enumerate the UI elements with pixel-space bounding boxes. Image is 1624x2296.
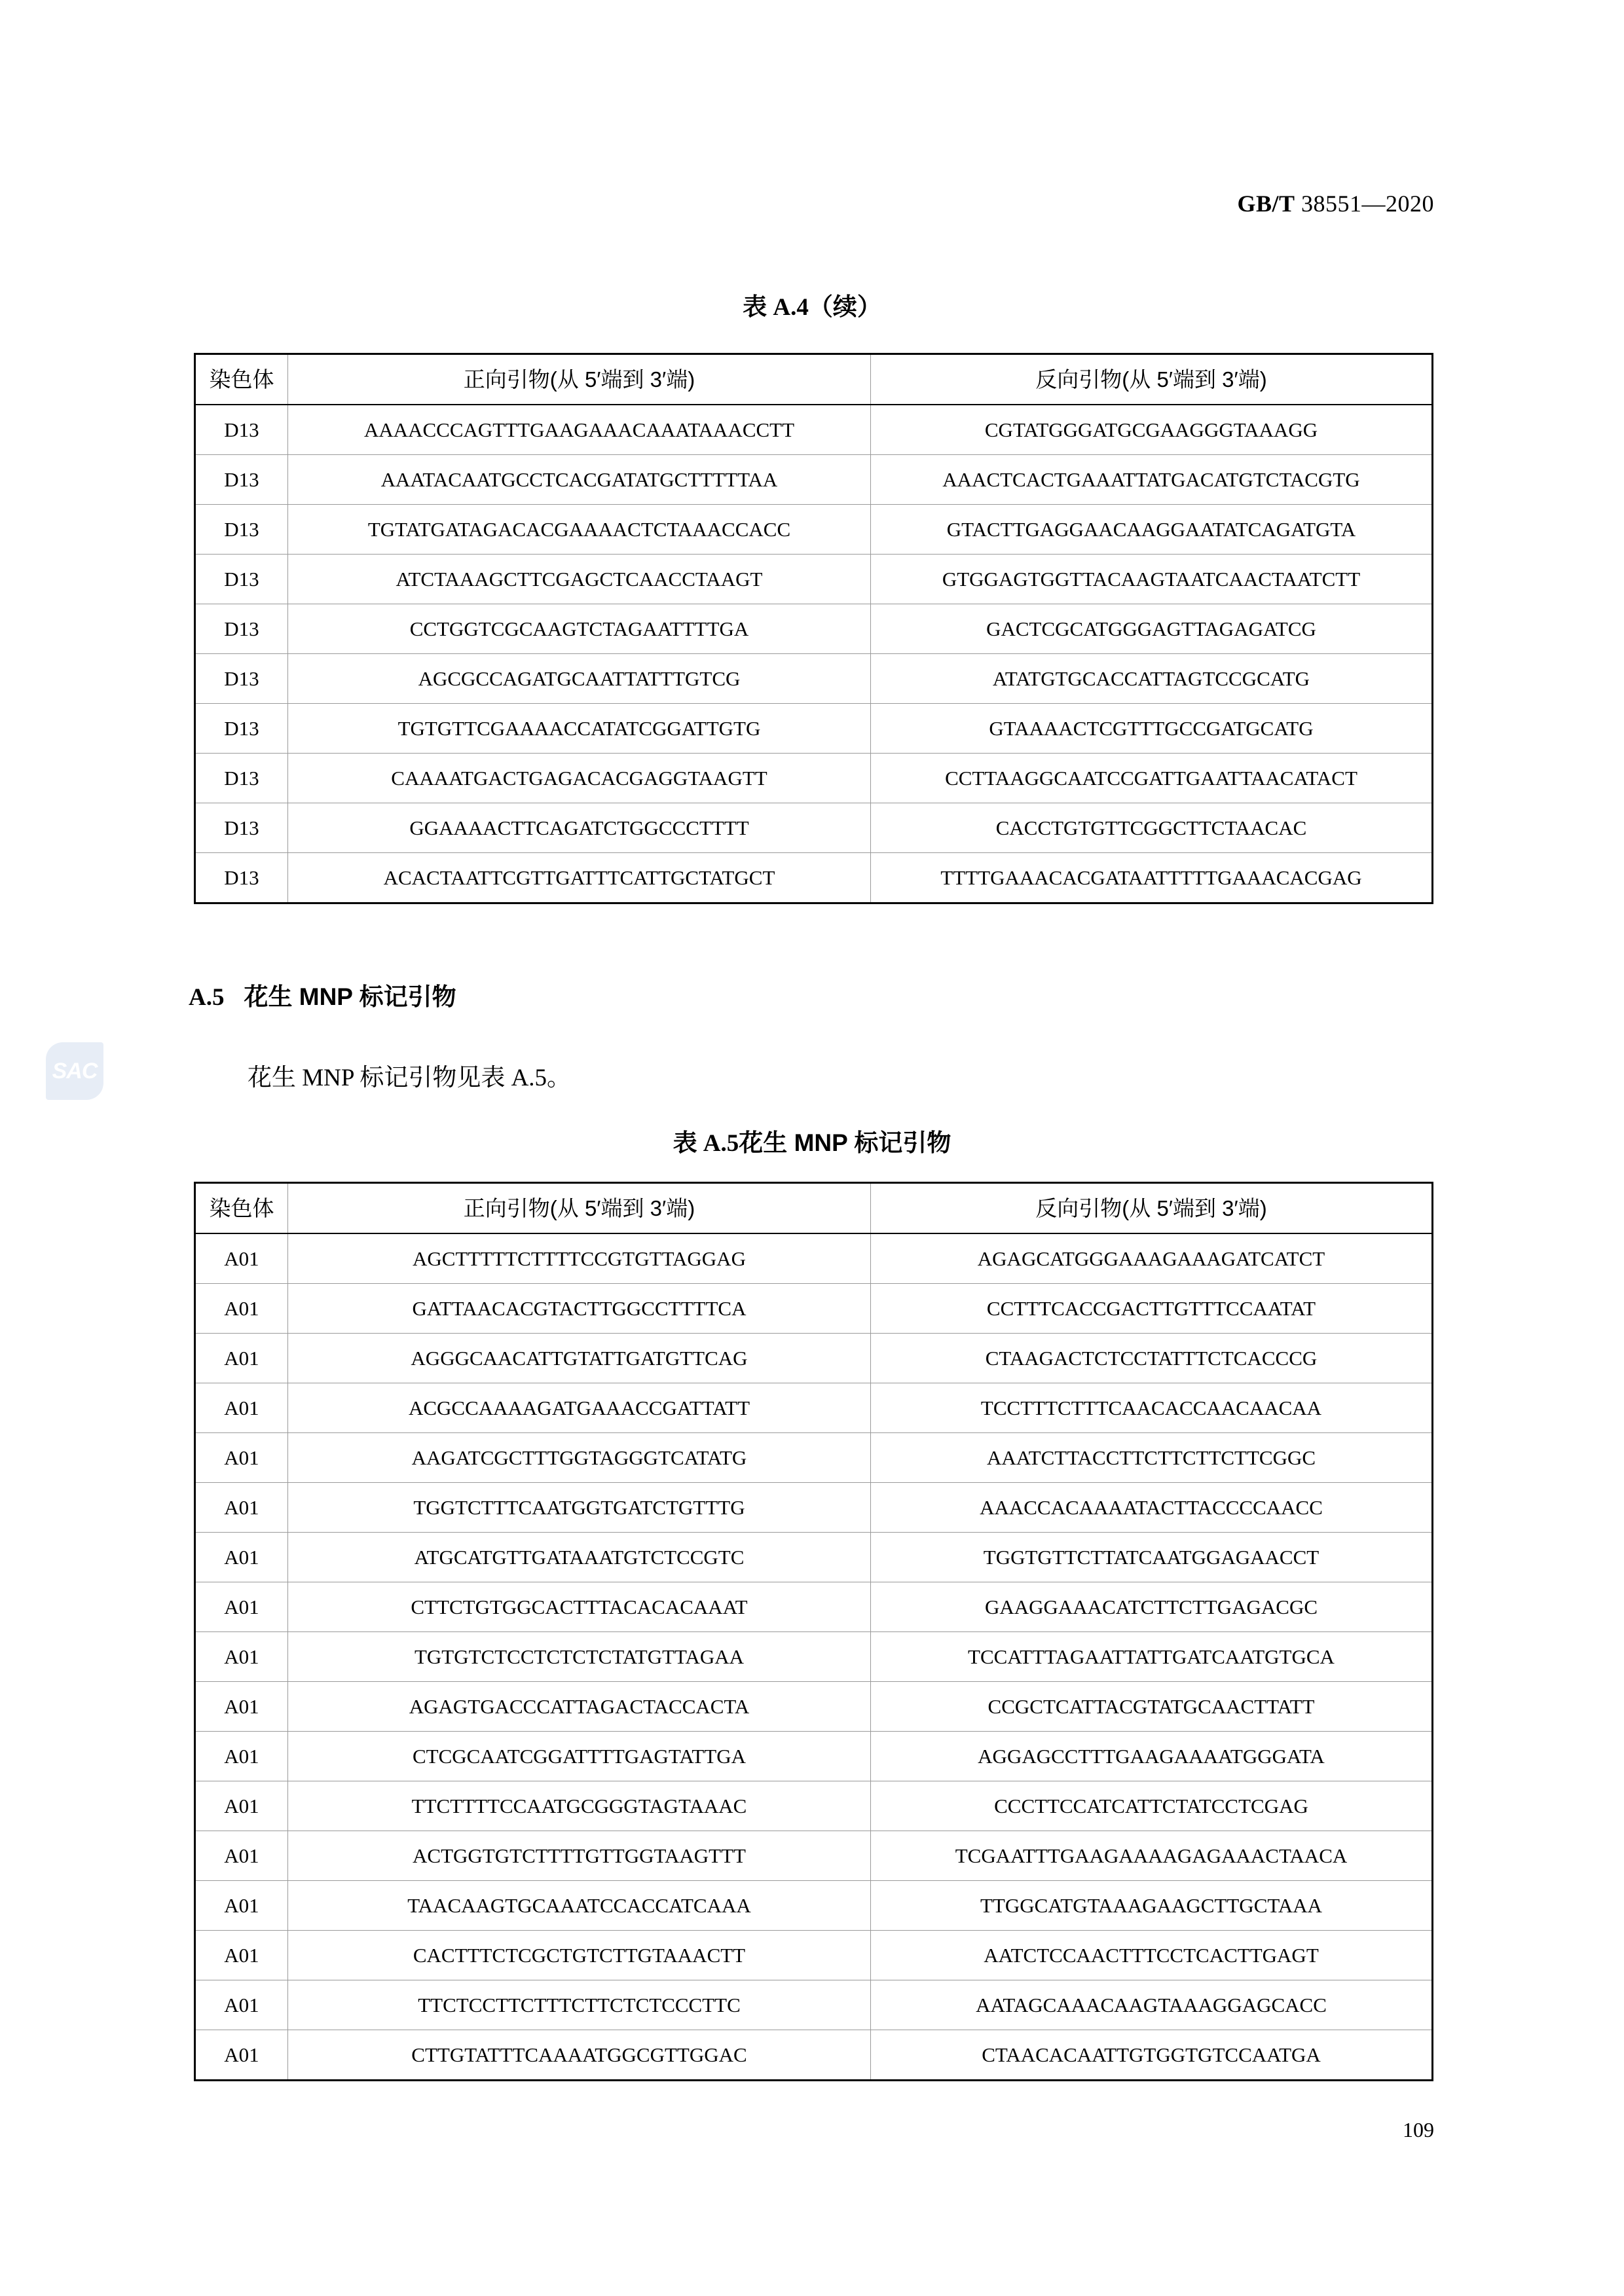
reverse-primer-cell: AAACCACAAAATACTTACCCCAACC — [871, 1483, 1433, 1533]
table-row — [195, 1931, 1433, 1980]
forward-primer-cell: AGGGCAACATTGTATTGATGTTCAG — [288, 1334, 871, 1383]
chromosome-cell: D13 — [195, 754, 288, 803]
reverse-primer-cell: AATAGCAAACAAGTAAAGGAGCACC — [871, 1980, 1433, 2030]
section-a5-number: A.5 — [189, 984, 225, 1011]
forward-primer-cell: TGTGTTCGAAAACCATATCGGATTGTG — [288, 704, 871, 754]
standard-number: 38551—2020 — [1301, 191, 1434, 217]
table-row — [195, 604, 1433, 654]
forward-primer-cell: ACACTAATTCGTTGATTTCATTGCTATGCT — [288, 853, 871, 903]
forward-primer-cell: GGAAAACTTCAGATCTGGCCCTTTT — [288, 803, 871, 853]
table-row — [195, 704, 1433, 754]
table-row — [195, 1582, 1433, 1632]
table-a5 — [194, 1182, 1433, 2081]
reverse-primer-cell: TGGTGTTCTTATCAATGGAGAACCT — [871, 1533, 1433, 1582]
forward-primer-cell: CACTTTCTCGCTGTCTTGTAAACTT — [288, 1931, 871, 1980]
reverse-primer-cell: CCGCTCATTACGTATGCAACTTATT — [871, 1682, 1433, 1732]
table-a4-caption-suffix: （续） — [808, 293, 881, 320]
reverse-primer-cell: AAATCTTACCTTCTTCTTCTTCGGC — [871, 1433, 1433, 1483]
table-row — [195, 455, 1433, 505]
chromosome-cell: A01 — [195, 2030, 288, 2081]
table-row — [195, 754, 1433, 803]
forward-primer-cell: ATGCATGTTGATAAATGTCTCCGTC — [288, 1533, 871, 1582]
reverse-primer-cell: TTTTGAAACACGATAATTTTTGAAACACGAG — [871, 853, 1433, 903]
table-a5-header-row — [195, 1183, 1433, 1234]
table-row — [195, 1632, 1433, 1682]
forward-primer-cell: CCTGGTCGCAAGTCTAGAATTTTGA — [288, 604, 871, 654]
table-row — [195, 1682, 1433, 1732]
forward-primer-cell: AGAGTGACCCATTAGACTACCACTA — [288, 1682, 871, 1732]
table-row — [195, 1781, 1433, 1831]
forward-primer-cell: AGCTTTTTCTTTTCCGTGTTAGGAG — [288, 1233, 871, 1284]
forward-primer-cell: ACTGGTGTCTTTTGTTGGTAAGTTT — [288, 1831, 871, 1881]
forward-primer-cell: TGTGTCTCCTCTCTCTATGTTAGAA — [288, 1632, 871, 1682]
running-header — [1237, 190, 1434, 217]
table-row — [195, 1284, 1433, 1334]
forward-primer-cell: AAGATCGCTTTGGTAGGGTCATATG — [288, 1433, 871, 1483]
forward-primer-cell: TTCTCCTTCTTTCTTCTCTCCCTTC — [288, 1980, 871, 2030]
reverse-primer-cell: GTACTTGAGGAACAAGGAATATCAGATGTA — [871, 505, 1433, 555]
reverse-primer-cell: AGGAGCCTTTGAAGAAAATGGGATA — [871, 1732, 1433, 1781]
table-a5-caption — [0, 1123, 1624, 1158]
table-row — [195, 853, 1433, 903]
chromosome-cell: A01 — [195, 1383, 288, 1433]
chromosome-cell: A01 — [195, 1732, 288, 1781]
table-a4-header-row — [195, 354, 1433, 405]
forward-primer-cell: ATCTAAAGCTTCGAGCTCAACCTAAGT — [288, 555, 871, 604]
forward-primer-cell: TTCTTTTCCAATGCGGGTAGTAAAC — [288, 1781, 871, 1831]
chromosome-cell: A01 — [195, 1931, 288, 1980]
forward-primer-cell: AAAACCCAGTTTGAAGAAACAAATAAACCTT — [288, 405, 871, 455]
forward-primer-cell: TGTATGATAGACACGAAAACTCTAAACCACC — [288, 505, 871, 555]
chromosome-cell: D13 — [195, 853, 288, 903]
reverse-primer-cell: TTGGCATGTAAAGAAGCTTGCTAAA — [871, 1881, 1433, 1931]
table-row — [195, 1233, 1433, 1284]
section-a5-heading — [189, 977, 456, 1012]
chromosome-cell: D13 — [195, 654, 288, 704]
table-row — [195, 1533, 1433, 1582]
table-row — [195, 555, 1433, 604]
chromosome-cell: D13 — [195, 505, 288, 555]
chromosome-cell: A01 — [195, 1881, 288, 1931]
forward-primer-cell: TGGTCTTTCAATGGTGATCTGTTTG — [288, 1483, 871, 1533]
section-a5-title: 花生 MNP 标记引物 — [244, 983, 456, 1010]
table-row — [195, 505, 1433, 555]
table-row — [195, 1383, 1433, 1433]
reverse-primer-cell: CTAAGACTCTCCTATTTCTCACCCG — [871, 1334, 1433, 1383]
table-row — [195, 1732, 1433, 1781]
table-a4-body — [195, 405, 1433, 903]
forward-primer-cell: TAACAAGTGCAAATCCACCATCAAA — [288, 1881, 871, 1931]
table-row — [195, 1433, 1433, 1483]
table-a4-caption — [0, 287, 1624, 322]
reverse-primer-cell: ATATGTGCACCATTAGTCCGCATG — [871, 654, 1433, 704]
table-a5-header-chromosome: 染色体 — [195, 1183, 288, 1234]
reverse-primer-cell: TCCTTTCTTTCAACACCAACAACAA — [871, 1383, 1433, 1433]
chromosome-cell: D13 — [195, 455, 288, 505]
forward-primer-cell: ACGCCAAAAGATGAAACCGATTATT — [288, 1383, 871, 1433]
table-a4-header-forward: 正向引物(从 5′端到 3′端) — [288, 354, 871, 405]
sac-watermark-logo — [46, 1042, 103, 1100]
reverse-primer-cell: CCTTAAGGCAATCCGATTGAATTAACATACT — [871, 754, 1433, 803]
reverse-primer-cell: TCCATTTAGAATTATTGATCAATGTGCA — [871, 1632, 1433, 1682]
table-row — [195, 803, 1433, 853]
table-a4-header-reverse: 反向引物(从 5′端到 3′端) — [871, 354, 1433, 405]
forward-primer-cell: CTTCTGTGGCACTTTACACACAAAT — [288, 1582, 871, 1632]
chromosome-cell: A01 — [195, 1334, 288, 1383]
table-a5-caption-title: 花生 MNP 标记引物 — [739, 1129, 951, 1156]
chromosome-cell: D13 — [195, 555, 288, 604]
forward-primer-cell: CTTGTATTTCAAAATGGCGTTGGAC — [288, 2030, 871, 2081]
table-a4 — [194, 353, 1433, 904]
table-row — [195, 1483, 1433, 1533]
reverse-primer-cell: AGAGCATGGGAAAGAAAGATCATCT — [871, 1233, 1433, 1284]
forward-primer-cell: AGCGCCAGATGCAATTATTTGTCG — [288, 654, 871, 704]
table-row — [195, 2030, 1433, 2081]
chromosome-cell: A01 — [195, 1582, 288, 1632]
reverse-primer-cell: CCTTTCACCGACTTGTTTCCAATAT — [871, 1284, 1433, 1334]
page-number: 109 — [1403, 2118, 1434, 2141]
table-a5-caption-label: 表 A.5 — [673, 1130, 739, 1157]
table-a4-caption-label: 表 A.4 — [743, 294, 809, 321]
reverse-primer-cell: TCGAATTTGAAGAAAAGAGAAACTAACA — [871, 1831, 1433, 1881]
chromosome-cell: A01 — [195, 1433, 288, 1483]
chromosome-cell: A01 — [195, 1632, 288, 1682]
table-row — [195, 1980, 1433, 2030]
table-row — [195, 1881, 1433, 1931]
table-row — [195, 1831, 1433, 1881]
table-row — [195, 654, 1433, 704]
section-a5-body-text: 花生 MNP 标记引物见表 A.5。 — [248, 1065, 572, 1091]
table-a5-header-reverse: 反向引物(从 5′端到 3′端) — [871, 1183, 1433, 1234]
chromosome-cell: D13 — [195, 604, 288, 654]
table-a5-body — [195, 1233, 1433, 2081]
reverse-primer-cell: CACCTGTGTTCGGCTTCTAACAC — [871, 803, 1433, 853]
chromosome-cell: A01 — [195, 1980, 288, 2030]
reverse-primer-cell: CTAACACAATTGTGGTGTCCAATGA — [871, 2030, 1433, 2081]
table-a5-header-forward: 正向引物(从 5′端到 3′端) — [288, 1183, 871, 1234]
reverse-primer-cell: GACTCGCATGGGAGTTAGAGATCG — [871, 604, 1433, 654]
reverse-primer-cell: GTAAAACTCGTTTGCCGATGCATG — [871, 704, 1433, 754]
forward-primer-cell: CTCGCAATCGGATTTTGAGTATTGA — [288, 1732, 871, 1781]
chromosome-cell: D13 — [195, 704, 288, 754]
reverse-primer-cell: CGTATGGGATGCGAAGGGTAAAGG — [871, 405, 1433, 455]
chromosome-cell: A01 — [195, 1682, 288, 1732]
table-row — [195, 1334, 1433, 1383]
chromosome-cell: A01 — [195, 1533, 288, 1582]
sac-watermark-text: SAC — [52, 1058, 98, 1084]
forward-primer-cell: CAAAATGACTGAGACACGAGGTAAGTT — [288, 754, 871, 803]
table-row — [195, 405, 1433, 455]
reverse-primer-cell: AATCTCCAACTTTCCTCACTTGAGT — [871, 1931, 1433, 1980]
standard-code: GB/T — [1237, 191, 1295, 217]
chromosome-cell: A01 — [195, 1831, 288, 1881]
forward-primer-cell: GATTAACACGTACTTGGCCTTTTCA — [288, 1284, 871, 1334]
reverse-primer-cell: CCCTTCCATCATTCTATCCTCGAG — [871, 1781, 1433, 1831]
reverse-primer-cell: GAAGGAAACATCTTCTTGAGACGC — [871, 1582, 1433, 1632]
chromosome-cell: A01 — [195, 1483, 288, 1533]
chromosome-cell: A01 — [195, 1284, 288, 1334]
chromosome-cell: A01 — [195, 1781, 288, 1831]
chromosome-cell: D13 — [195, 405, 288, 455]
reverse-primer-cell: GTGGAGTGGTTACAAGTAATCAACTAATCTT — [871, 555, 1433, 604]
chromosome-cell: D13 — [195, 803, 288, 853]
forward-primer-cell: AAATACAATGCCTCACGATATGCTTTTTAA — [288, 455, 871, 505]
reverse-primer-cell: AAACTCACTGAAATTATGACATGTCTACGTG — [871, 455, 1433, 505]
chromosome-cell: A01 — [195, 1233, 288, 1284]
table-a4-header-chromosome: 染色体 — [195, 354, 288, 405]
